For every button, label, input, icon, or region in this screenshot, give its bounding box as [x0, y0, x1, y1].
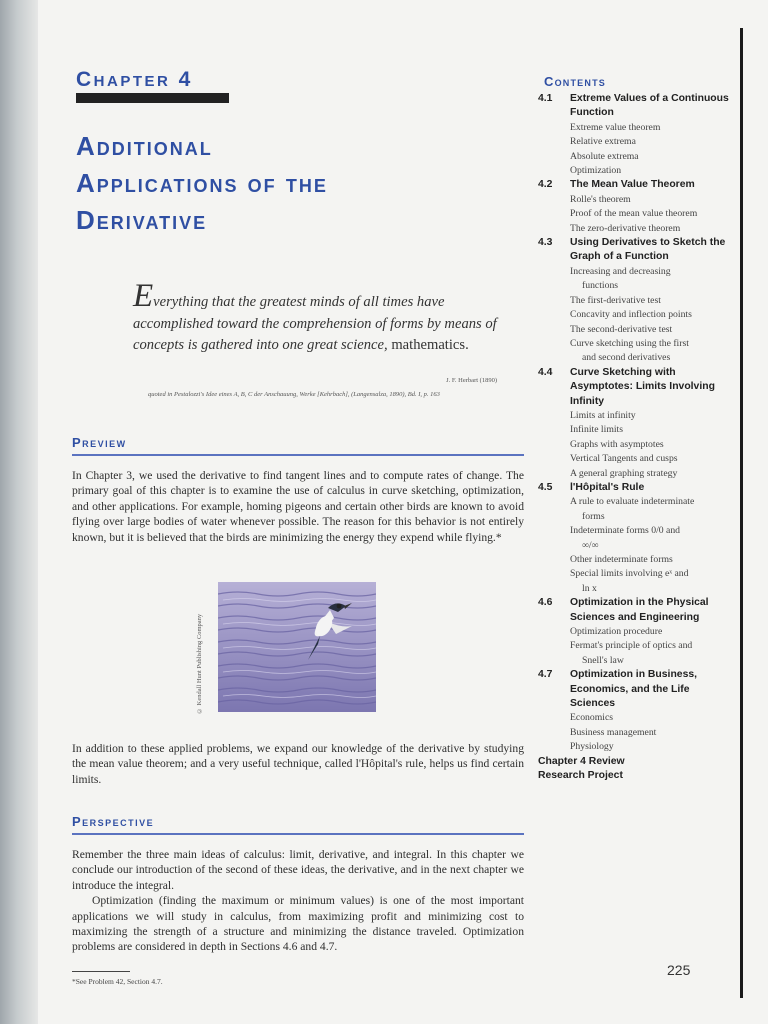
contents-subtopic-line: ∞/∞ — [582, 539, 599, 551]
contents-subtopic-line: Relative extrema — [570, 136, 636, 148]
contents-subtopic-line: Fermat's principle of optics and — [570, 640, 693, 652]
preview-rule — [72, 454, 524, 456]
contents-subtopic — [538, 150, 734, 164]
contents-subtopic — [538, 164, 734, 178]
contents-section — [538, 366, 734, 409]
bird-over-water-photo — [218, 582, 376, 712]
contents-subtopic-line: A general graphing strategy — [570, 467, 678, 479]
contents-subtopic-line: A rule to evaluate indeterminate — [570, 496, 695, 508]
contents-subtopic-line: Business management — [570, 726, 657, 738]
contents-subtopic — [538, 294, 734, 308]
contents-subtopic — [538, 337, 734, 366]
perspective-rule — [72, 833, 524, 835]
contents-subtopic — [538, 567, 734, 596]
footnote-rule — [72, 971, 130, 972]
contents-subtopic — [538, 553, 734, 567]
contents-subtopic — [538, 423, 734, 437]
page-edge-rule — [740, 28, 743, 998]
contents-subtopic-line: Extreme value theorem — [570, 121, 661, 133]
contents-subtopic — [538, 121, 734, 135]
scan-edge-shadow — [0, 0, 38, 1024]
contents-subtopic — [538, 323, 734, 337]
contents-section-number: 4.2 — [538, 179, 553, 191]
preview-paragraph-2 — [72, 741, 524, 787]
contents-subtopic — [538, 265, 734, 294]
contents-section — [538, 481, 734, 495]
contents-subtopic-line: and second derivatives — [582, 352, 671, 364]
contents-subtopic — [538, 467, 734, 481]
contents-section — [538, 668, 734, 711]
contents-subtopic-line: Economics — [570, 712, 614, 724]
contents-subtopic — [538, 438, 734, 452]
contents-section — [538, 596, 734, 625]
contents-subtopic-line: The first-derivative test — [570, 294, 661, 306]
epigraph-tail: mathematics. — [391, 337, 469, 353]
chapter-label: Chapter 4 — [76, 68, 193, 91]
contents-section-title: Using Derivatives to Sketch the Graph of a Function — [570, 237, 726, 263]
contents-section-title: l'Hôpital's Rule — [570, 481, 645, 493]
contents-subtopic-line: Optimization — [570, 165, 622, 177]
preview-text-2: In addition to these applied problems, we expand our knowledge of the derivative by studying the mean value theorem; and a very useful technique, called l'Hôpital's rule, helps us find certain limits. — [72, 742, 524, 786]
contents-subtopic — [538, 711, 734, 725]
perspective-text-2: Optimization (finding the maximum or minimum values) is one of the most important applications we will study in calculus, from maximizing profit and minimizing cost to maximizing the strength of a structure and minimizing the distance traveled. Optimization problems are considered in depth in Sections 4.6 and 4.7. — [72, 894, 524, 954]
contents-subtopic-line: The zero-derivative theorem — [570, 222, 681, 234]
chapter-title-line: Applications of the — [76, 168, 328, 198]
contents-section-number: 4.6 — [538, 597, 553, 609]
chapter-title-line: Derivative — [76, 205, 208, 235]
preview-paragraph-1 — [72, 468, 524, 545]
contents-subtopic — [538, 135, 734, 149]
contents-subtopic — [538, 639, 734, 668]
contents-subtopic-line: Rolle's theorem — [570, 193, 631, 205]
photo-credit: © Kendall Hunt Publishing Company — [196, 613, 203, 714]
contents-subtopic — [538, 193, 734, 207]
contents-subtopic-line: Increasing and decreasing — [570, 265, 671, 277]
chapter-title — [76, 128, 506, 239]
contents-section-number: 4.4 — [538, 366, 553, 378]
chapter-bar — [76, 93, 229, 103]
perspective-text-1: Remember the three main ideas of calculus: limit, derivative, and integral. In this chapter we conclude our introduction of the second of these ideas, the derivative, and in the next chapter we introduce the integral. — [72, 848, 524, 892]
contents-subtopic — [538, 726, 734, 740]
contents-subtopic — [538, 524, 734, 553]
contents-subtopic — [538, 495, 734, 524]
contents-subtopic-line: forms — [582, 510, 605, 522]
preview-text-1: In Chapter 3, we used the derivative to find tangent lines and to compute rates of change. The primary goal of this chapter is to examine the use of calculus in curve sketching, optimization, and other applications. For example, homing pigeons and certain other birds are known to avoid flying over large bodies of water whenever possible. The reason for this behavior is not entirely known, but it is believed that the birds are minimizing the energy they expend while flying.* — [72, 469, 524, 544]
contents-subtopic-line: Special limits involving eˣ and — [570, 568, 689, 580]
footnote: *See Problem 42, Section 4.7. — [72, 977, 163, 986]
bird-photo-image — [218, 582, 376, 712]
contents-subtopic — [538, 222, 734, 236]
contents-subtopic-line: Optimization procedure — [570, 626, 663, 638]
contents-subtopic-line: ln x — [582, 582, 597, 594]
preview-heading: Preview — [72, 435, 127, 450]
perspective-heading: Perspective — [72, 814, 155, 829]
contents-section-title: Optimization in Business, Economics, and the Life Sciences — [570, 669, 698, 710]
contents-review-item: Research Project — [538, 770, 623, 782]
contents-subtopic-line: Absolute extrema — [570, 150, 639, 162]
contents-subtopic — [538, 452, 734, 466]
contents-subtopic-line: The second-derivative test — [570, 323, 673, 335]
contents-subtopic-line: Indeterminate forms 0/0 and — [570, 525, 681, 537]
contents-subtopic — [538, 409, 734, 423]
contents-section-number: 4.1 — [538, 93, 553, 104]
contents-subtopic — [538, 308, 734, 322]
page-number: 225 — [667, 962, 691, 978]
contents-section-number: 4.5 — [538, 481, 553, 493]
contents-subtopic — [538, 740, 734, 754]
contents-subtopic-line: Vertical Tangents and cusps — [570, 453, 678, 465]
contents-subtopic-line: Other indeterminate forms — [570, 554, 673, 565]
contents-subtopic — [538, 207, 734, 221]
contents-section-title: Extreme Values of a Continuous Function — [570, 93, 729, 119]
contents-review-item: Chapter 4 Review — [538, 755, 625, 767]
chapter-title-line: Additional — [76, 131, 213, 161]
epigraph-source: quoted in Pestalozzi's Idee eines A, B, C der Anschauung, Werke [Kehrbach], (Langensalza, 1890), Bd. I, p. 163 — [148, 391, 440, 398]
contents-subtopic — [538, 625, 734, 639]
contents-section — [538, 236, 734, 265]
contents-subtopic-line: Snell's law — [582, 654, 624, 666]
contents-section — [538, 178, 734, 192]
epigraph-text: verything that the greatest minds of all times have accomplished toward the comprehension of forms by means of concepts is gathered into one great science, — [133, 294, 497, 353]
contents-subtopic-line: Limits at infinity — [570, 409, 636, 421]
contents-section-number: 4.3 — [538, 237, 553, 249]
contents-subtopic-line: functions — [582, 280, 619, 292]
contents-section-title: Curve Sketching with Asymptotes: Limits Involving Infinity — [570, 366, 715, 407]
epigraph-dropcap: E — [133, 278, 154, 314]
contents-heading: Contents — [544, 74, 606, 89]
contents-subtopic-line: Proof of the mean value theorem — [570, 208, 698, 220]
epigraph-attribution: J. F. Herbart (1890) — [446, 377, 497, 384]
perspective-body — [72, 847, 524, 955]
contents-subtopic-line: Graphs with asymptotes — [570, 438, 664, 450]
contents-subtopic-line: Concavity and inflection points — [570, 309, 692, 321]
contents-subtopic-line: Physiology — [570, 741, 614, 753]
epigraph — [133, 278, 505, 357]
contents-subtopic-line: Curve sketching using the first — [570, 337, 689, 349]
contents-subtopic-line: Infinite limits — [570, 424, 624, 436]
contents-section — [538, 92, 734, 121]
contents-section-title: The Mean Value Theorem — [570, 179, 695, 191]
contents-section-number: 4.7 — [538, 669, 553, 681]
contents-section-title: Optimization in the Physical Sciences and Engineering — [570, 597, 709, 623]
contents-list — [538, 92, 734, 784]
